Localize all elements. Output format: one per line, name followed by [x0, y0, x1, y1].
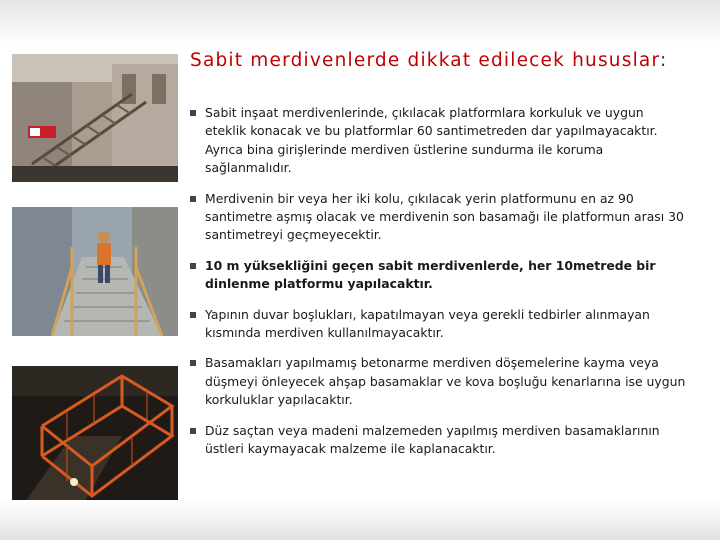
bullet-item — [190, 104, 686, 178]
photo-worker-on-stairs — [12, 207, 178, 336]
slide-title — [190, 50, 667, 71]
bullet-list — [190, 104, 686, 471]
bullet-text: Sabit inşaat merdivenlerinde, çıkılacak platformlara korkuluk ve uygun eteklik konacak ve bu platformlar 60 santimetreden dar yapılmayacaktır. Ayrıca bina girişlerinde merdiven üstlerine sundurma ile koruma sağlanmalıdır. — [205, 105, 658, 176]
bullet-text: Basamakları yapılmamış betonarme merdiven döşemelerine kayma veya düşmeyi önleyecek ahşap basamaklar ve kova boşluğu kenarlarına ise uygun korkuluklar yapılacaktır. — [205, 355, 686, 408]
bullet-text: 10 m yüksekliğini geçen sabit merdivenlerde, her 10metrede bir dinlenme platformu yapılacaktır. — [205, 257, 656, 292]
slide-title-colon: : — [659, 50, 668, 71]
bullet-text: Düz saçtan veya madeni malzemeden yapılmış merdiven basamaklarının üstleri kaymayacak malzeme ile kaplanacaktır. — [205, 422, 660, 457]
square-bullet-icon — [190, 110, 196, 116]
header-band — [0, 0, 720, 44]
bullet-text: Yapının duvar boşlukları, kapatılmayan veya gerekli tedbirler alınmayan kısmında merdiven kullanılmayacaktır. — [205, 306, 650, 341]
bullet-item — [190, 422, 686, 459]
photo-stair-opening-guardrail — [12, 366, 178, 506]
bullet-item — [190, 354, 686, 409]
bullet-item — [190, 257, 686, 294]
square-bullet-icon — [190, 196, 196, 202]
square-bullet-icon — [190, 263, 196, 269]
footer-band — [0, 500, 720, 540]
bullet-item — [190, 306, 686, 343]
square-bullet-icon — [190, 428, 196, 434]
slide-title-text: Sabit merdivenlerde dikkat edilecek hususlar — [190, 50, 660, 71]
photo-stair-building — [12, 54, 178, 182]
square-bullet-icon — [190, 360, 196, 366]
square-bullet-icon — [190, 312, 196, 318]
bullet-item — [190, 190, 686, 245]
bullet-text: Merdivenin bir veya her iki kolu, çıkılacak yerin platformunu en az 90 santimetre aşmış olacak ve merdivenin son basamağı ile platformun arası 30 santimetreyi geçmeyecektir. — [205, 190, 684, 243]
